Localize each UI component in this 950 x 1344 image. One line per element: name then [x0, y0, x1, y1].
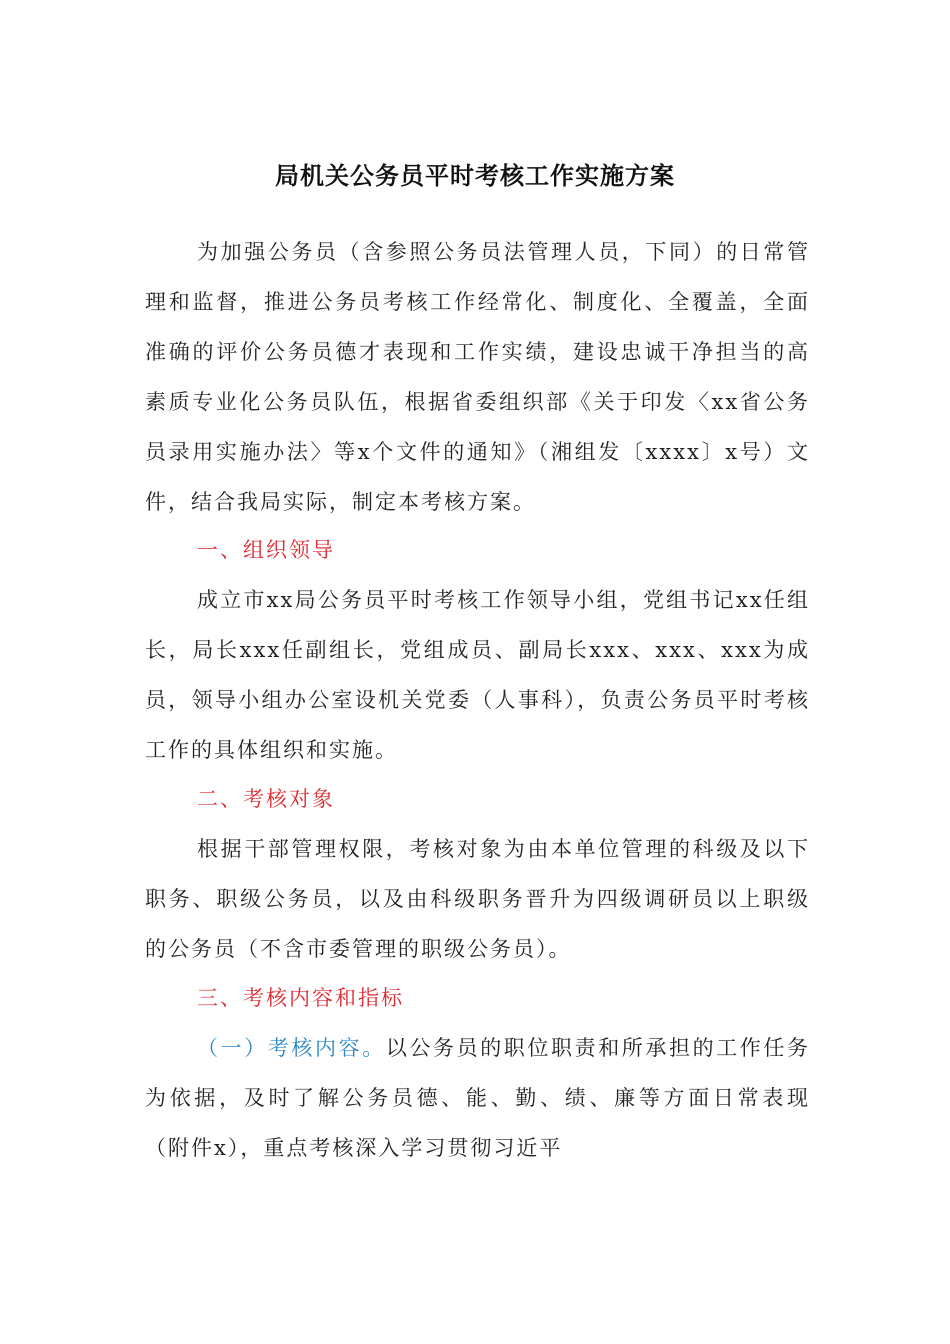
document-title: 局机关公务员平时考核工作实施方案 — [275, 161, 675, 190]
subsection-lead-content: （一）考核内容。 — [197, 1036, 386, 1060]
section-heading-organization: 一、组织领导 — [197, 538, 335, 562]
intro-paragraph: 为加强公务员（含参照公务员法管理人员，下同）的日常管理和监督，推进公务员考核工作经常化、制度化、全覆盖，全面准确的评价公务员德才表现和工作实绩，建设忠诚干净担当的高素质专业化公务员队伍，根据省委组织部《关于印发〈xx省公务员录用实施办法〉等x个文件的通知》（湘组发〔xxxx〕x号）文件，结合我局实际，制定本考核方案。 — [145, 240, 810, 514]
section-heading-subjects: 二、考核对象 — [197, 787, 335, 811]
section-content-text: 以公务员的职位职责和所承担的工作任务为依据，及时了解公务员德、能、勤、绩、廉等方面日常表现（附件x），重点考核深入学习贯彻习近平 — [145, 1036, 811, 1160]
section-heading-content-indicators: 三、考核内容和指标 — [197, 986, 404, 1010]
section-organization-text: 成立市xx局公务员平时考核工作领导小组，党组书记xx任组长，局长xxx任副组长，党组成员、副局长xxx、xxx、xxx为成员，领导小组办公室设机关党委（人事科），负责公务员平时考核工作的具体组织和实施。 — [145, 588, 810, 762]
section-content-paragraph — [145, 1023, 810, 1173]
section-subjects-text: 根据干部管理权限，考核对象为由本单位管理的科级及以下职务、职级公务员，以及由科级职务晋升为四级调研员以上职级的公务员（不含市委管理的职级公务员）。 — [145, 837, 810, 961]
